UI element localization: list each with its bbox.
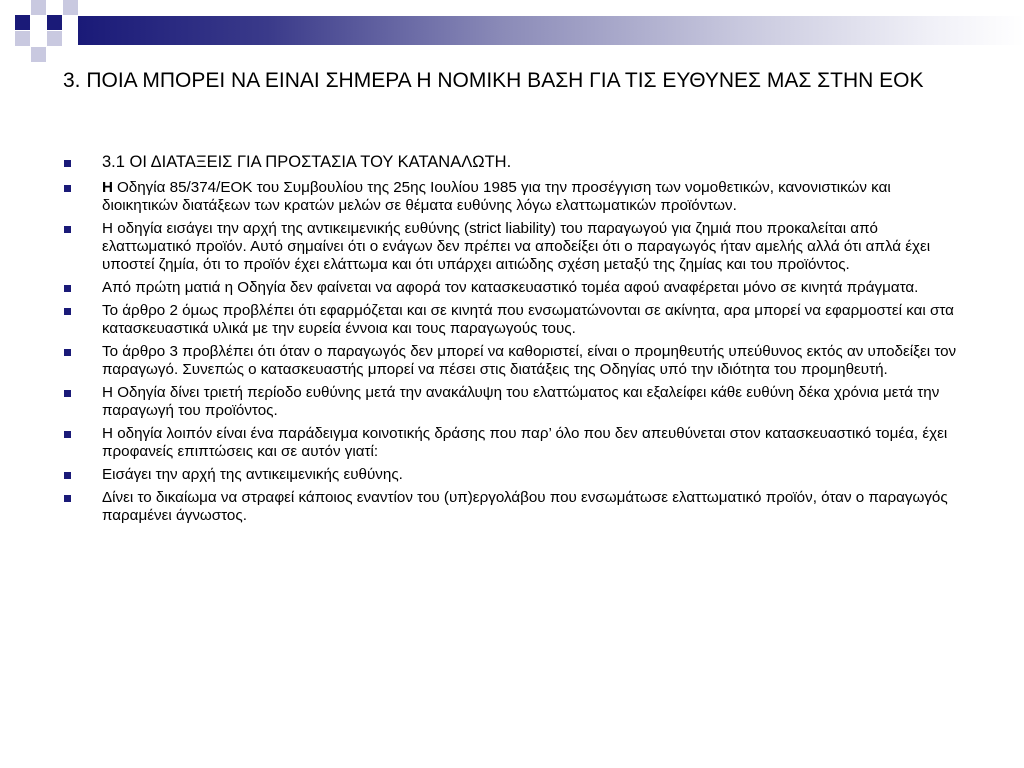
bullet-text: Δίνει το δικαίωμα να στραφεί κάποιος εναντίον του (υπ)εργολάβου που ενσωμάτωσε ελαττωματικό προϊόν, όταν ο παραγωγός παραμένει άγνωστος. — [102, 489, 948, 524]
list-item — [64, 152, 959, 173]
square-bullet-icon — [64, 349, 71, 356]
list-item — [64, 466, 959, 484]
list-item — [64, 425, 959, 461]
decor-square — [63, 0, 78, 15]
decor-square — [47, 31, 62, 46]
bullet-text: Το άρθρο 3 προβλέπει ότι όταν ο παραγωγός δεν μπορεί να καθοριστεί, είναι ο προμηθευτής υπεύθυνος εκτός αν υποδείξει τον παραγωγό. Συνεπώς ο κατασκευαστής μπορεί να πέσει στις διατάξεις της Οδηγίας υπό την ιδιότητα του προμηθευτή. — [102, 343, 957, 378]
list-item — [64, 220, 959, 274]
square-bullet-icon — [64, 472, 71, 479]
square-bullet-icon — [64, 431, 71, 438]
bullet-text: Η Οδηγία δίνει τριετή περίοδο ευθύνης μετά την ανακάλυψη του ελαττώματος και εξαλείφει κάθε ευθύνη δέκα χρόνια μετά την παραγωγή του προϊόντος. — [102, 384, 940, 419]
bullet-text: Οδηγία 85/374/ΕΟΚ του Συμβουλίου της 25ης Ιουλίου 1985 για την προσέγγιση των νομοθετικών, κανονιστικών και διοικητικών διατάξεων των κρατών μελών σε θέματα ευθύνης λόγω ελαττωματικών προϊόντων. — [102, 179, 891, 214]
header-gradient-band — [78, 16, 1024, 45]
square-bullet-icon — [64, 390, 71, 397]
square-bullet-icon — [64, 160, 71, 167]
decor-square — [15, 31, 30, 46]
bullet-text: Εισάγει την αρχή της αντικειμενικής ευθύνης. — [102, 466, 403, 483]
square-bullet-icon — [64, 285, 71, 292]
square-bullet-icon — [64, 226, 71, 233]
decor-square — [31, 0, 46, 15]
bullet-text: Το άρθρο 2 όμως προβλέπει ότι εφαρμόζεται και σε κινητά που ενσωματώνονται σε ακίνητα, αρα μπορεί να εφαρμοστεί και στα κατασκευαστικά υλικά με την ευρεία έννοια και τους παραγωγούς τους. — [102, 302, 954, 337]
slide-title: 3. ΠΟΙΑ ΜΠΟΡΕΙ ΝΑ ΕΙΝΑΙ ΣΗΜΕΡΑ Η ΝΟΜΙΚΗ ΒΑΣΗ ΓΙΑ ΤΙΣ ΕΥΘΥΝΕΣ ΜΑΣ ΣΤΗΝ ΕΟΚ — [63, 69, 924, 92]
decor-square — [47, 15, 62, 30]
bullet-text: 3.1 ΟΙ ΔΙΑΤΑΞΕΙΣ ΓΙΑ ΠΡΟΣΤΑΣΙΑ ΤΟΥ ΚΑΤΑΝΑΛΩΤΗ. — [102, 153, 512, 171]
list-item — [64, 384, 959, 420]
square-bullet-icon — [64, 495, 71, 502]
bullet-text: Από πρώτη ματιά η Οδηγία δεν φαίνεται να αφορά τον κατασκευαστικό τομέα αφού αναφέρεται μόνο σε κινητά πράγματα. — [102, 279, 919, 296]
square-bullet-icon — [64, 308, 71, 315]
bullet-list — [64, 152, 959, 530]
decor-square — [31, 47, 46, 62]
bullet-text: Η οδηγία εισάγει την αρχή της αντικειμενικής ευθύνης (strict liability) του παραγωγού για ζημιά που προκαλείται από ελαττωματικό προϊόν. Αυτό σημαίνει ότι ο ενάγων δεν πρέπει να αποδείξει ότι ο παραγωγός ήταν αμελής αλλά ότι απλά έχει υποστεί ζημία, ότι το προϊόν έχει ελάττωμα και ότι υπάρχει αιτιώδης σχέση μεταξύ της ζημίας και του προϊόντος. — [102, 220, 931, 273]
list-item — [64, 343, 959, 379]
square-bullet-icon — [64, 185, 71, 192]
bullet-lead: Η — [102, 179, 113, 196]
list-item — [64, 279, 959, 297]
list-item — [64, 179, 959, 215]
list-item — [64, 302, 959, 338]
decor-square — [15, 15, 30, 30]
bullet-text: Η οδηγία λοιπόν είναι ένα παράδειγμα κοινοτικής δράσης που παρ’ όλο που δεν απευθύνεται στον κατασκευαστικό τομέα, έχει προφανείς επιπτώσεις και σε αυτόν γιατί: — [102, 425, 948, 460]
list-item — [64, 489, 959, 525]
